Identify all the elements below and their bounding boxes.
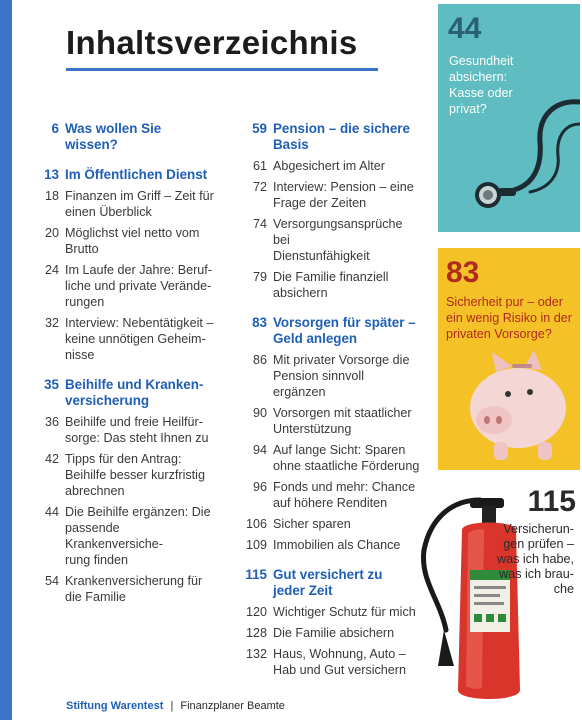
toc-page-number: 20 bbox=[44, 226, 59, 240]
toc-column-right bbox=[232, 121, 420, 678]
toc-entry-title: Auf lange Sicht: Sparen ohne staatliche Förderung bbox=[273, 443, 420, 473]
toc-page-number: 90 bbox=[252, 406, 267, 420]
footer bbox=[66, 700, 285, 712]
toc-page-number: 6 bbox=[51, 121, 59, 136]
toc-entry-title: Im Laufe der Jahre: Beruf- liche und private Verände- rungen bbox=[65, 263, 212, 309]
toc-entry-title: Interview: Nebentätigkeit – keine unnötigen Geheim- nisse bbox=[65, 316, 214, 362]
toc-section-heading[interactable] bbox=[33, 377, 215, 409]
left-accent-bar bbox=[0, 0, 12, 720]
toc-page-number: 61 bbox=[252, 159, 267, 173]
toc-entry-title: Krankenversicherung für die Familie bbox=[65, 574, 203, 604]
toc-entry-title: Vorsorgen für später – Geld anlegen bbox=[273, 315, 416, 346]
toc-entry-title: Abgesichert im Alter bbox=[273, 159, 385, 173]
toc-page-number: 13 bbox=[44, 167, 59, 182]
toc-page-number: 44 bbox=[44, 505, 59, 519]
toc-page-number: 86 bbox=[252, 353, 267, 367]
toc-entry-title: Immobilien als Chance bbox=[273, 538, 401, 552]
title-underline bbox=[66, 68, 378, 71]
toc-entry-title: Sicher sparen bbox=[273, 517, 351, 531]
toc-entry[interactable] bbox=[232, 625, 420, 641]
toc-entry[interactable] bbox=[232, 646, 420, 678]
toc-entry-title: Möglichst viel netto vom Brutto bbox=[65, 226, 200, 256]
panel-page-number: 44 bbox=[448, 12, 482, 45]
panel-health[interactable] bbox=[438, 4, 580, 232]
footer-book-title: Finanzplaner Beamte bbox=[180, 700, 285, 712]
toc-entry[interactable] bbox=[33, 414, 215, 446]
footer-brand: Stiftung Warentest bbox=[66, 700, 164, 712]
toc-page-number: 32 bbox=[44, 316, 59, 330]
toc-entry-title: Finanzen im Griff – Zeit für einen Überblick bbox=[65, 189, 214, 219]
toc-page-number: 94 bbox=[252, 443, 267, 457]
toc-page-number: 79 bbox=[252, 270, 267, 284]
toc-entry-title: Beihilfe und freie Heilfür- sorge: Das steht Ihnen zu bbox=[65, 415, 209, 445]
toc-page-number: 96 bbox=[252, 480, 267, 494]
spacer bbox=[33, 363, 215, 377]
toc-page-number: 35 bbox=[44, 377, 59, 392]
toc-page-number: 106 bbox=[245, 517, 267, 531]
toc-entry-title: Gut versichert zu jeder Zeit bbox=[273, 567, 383, 598]
toc-page-number: 18 bbox=[44, 189, 59, 203]
toc-entry-title: Pension – die sichere Basis bbox=[273, 121, 410, 152]
toc-page-number: 54 bbox=[44, 574, 59, 588]
toc-entry-title: Die Familie absichern bbox=[273, 626, 395, 640]
toc-section-heading[interactable] bbox=[232, 121, 420, 153]
panel-page-number: 83 bbox=[446, 256, 480, 289]
toc-entry[interactable] bbox=[232, 604, 420, 620]
toc-page-number: 83 bbox=[252, 315, 267, 330]
toc-page-number: 36 bbox=[44, 415, 59, 429]
toc-page-number: 74 bbox=[252, 217, 267, 231]
toc-section-heading[interactable] bbox=[232, 567, 420, 599]
toc-entry-title: Die Beihilfe ergänzen: Die passende Krankenversiche- rung finden bbox=[65, 505, 211, 567]
panel-page-number[interactable]: 115 bbox=[527, 485, 576, 518]
panel-caption: Versicherun- gen prüfen – was ich habe, was ich brau- che bbox=[496, 522, 574, 596]
toc-entry[interactable] bbox=[33, 504, 215, 568]
toc-entry[interactable] bbox=[33, 451, 215, 499]
toc-entry-title: Beihilfe und Kranken- versicherung bbox=[65, 377, 204, 408]
toc-entry-title: Im Öffentlichen Dienst bbox=[65, 167, 208, 182]
toc-entry-title: Haus, Wohnung, Auto – Hab und Gut versichern bbox=[273, 647, 407, 677]
toc-page-number: 109 bbox=[245, 538, 267, 552]
toc-entry-title: Versorgungsansprüche bei Dienstunfähigkeit bbox=[273, 217, 403, 263]
toc-entry[interactable] bbox=[232, 537, 420, 553]
toc-entry[interactable] bbox=[232, 352, 420, 400]
toc-entry[interactable] bbox=[232, 158, 420, 174]
spacer bbox=[232, 301, 420, 315]
toc-entry[interactable] bbox=[33, 315, 215, 363]
toc-entry[interactable] bbox=[232, 516, 420, 532]
toc-entry-title: Vorsorgen mit staatlicher Unterstützung bbox=[273, 406, 412, 436]
toc-page-number: 115 bbox=[245, 567, 267, 582]
spacer bbox=[33, 153, 215, 167]
toc-entry[interactable] bbox=[232, 179, 420, 211]
toc-entry-title: Was wollen Sie wissen? bbox=[65, 121, 162, 152]
toc-page-number: 120 bbox=[245, 605, 267, 619]
panel-caption: Gesundheit absichern: Kasse oder privat? bbox=[449, 54, 514, 116]
toc-page-number: 72 bbox=[252, 180, 267, 194]
toc-page-number: 132 bbox=[245, 647, 267, 661]
toc-page-number: 59 bbox=[252, 121, 267, 136]
toc-section-heading[interactable] bbox=[232, 315, 420, 347]
toc-entry[interactable] bbox=[33, 262, 215, 310]
toc-entry[interactable] bbox=[232, 216, 420, 264]
spacer bbox=[232, 553, 420, 567]
stethoscope-icon bbox=[438, 4, 580, 232]
toc-entry-title: Mit privater Vorsorge die Pension sinnvoll ergänzen bbox=[273, 353, 410, 399]
toc-page-number: 42 bbox=[44, 452, 59, 466]
toc-section-heading[interactable] bbox=[33, 167, 215, 183]
toc-entry[interactable] bbox=[33, 188, 215, 220]
toc-entry[interactable] bbox=[33, 573, 215, 605]
toc-entry[interactable] bbox=[232, 405, 420, 437]
toc-entry[interactable] bbox=[232, 269, 420, 301]
toc-column-left bbox=[33, 121, 215, 605]
toc-section-heading[interactable] bbox=[33, 121, 215, 153]
page-title: Inhaltsverzeichnis bbox=[66, 24, 358, 61]
toc-entry[interactable] bbox=[232, 479, 420, 511]
toc-entry-title: Interview: Pension – eine Frage der Zeiten bbox=[273, 180, 414, 210]
panel-caption: Sicherheit pur – oder ein wenig Risiko in der privaten Vorsorge? bbox=[446, 295, 572, 341]
piggy-bank-icon bbox=[438, 248, 580, 470]
toc-page-number: 24 bbox=[44, 263, 59, 277]
panel-savings[interactable] bbox=[438, 248, 580, 470]
toc-page-number: 128 bbox=[245, 626, 267, 640]
toc-entry[interactable] bbox=[232, 442, 420, 474]
footer-separator: | bbox=[170, 700, 174, 712]
toc-entry-title: Fonds und mehr: Chance auf höhere Renditen bbox=[273, 480, 416, 510]
toc-entry[interactable] bbox=[33, 225, 215, 257]
toc-entry-title: Tipps für den Antrag: Beihilfe besser kurzfristig abrechnen bbox=[65, 452, 205, 498]
toc-entry-title: Wichtiger Schutz für mich bbox=[273, 605, 416, 619]
toc-entry-title: Die Familie finanziell absichern bbox=[273, 270, 389, 300]
